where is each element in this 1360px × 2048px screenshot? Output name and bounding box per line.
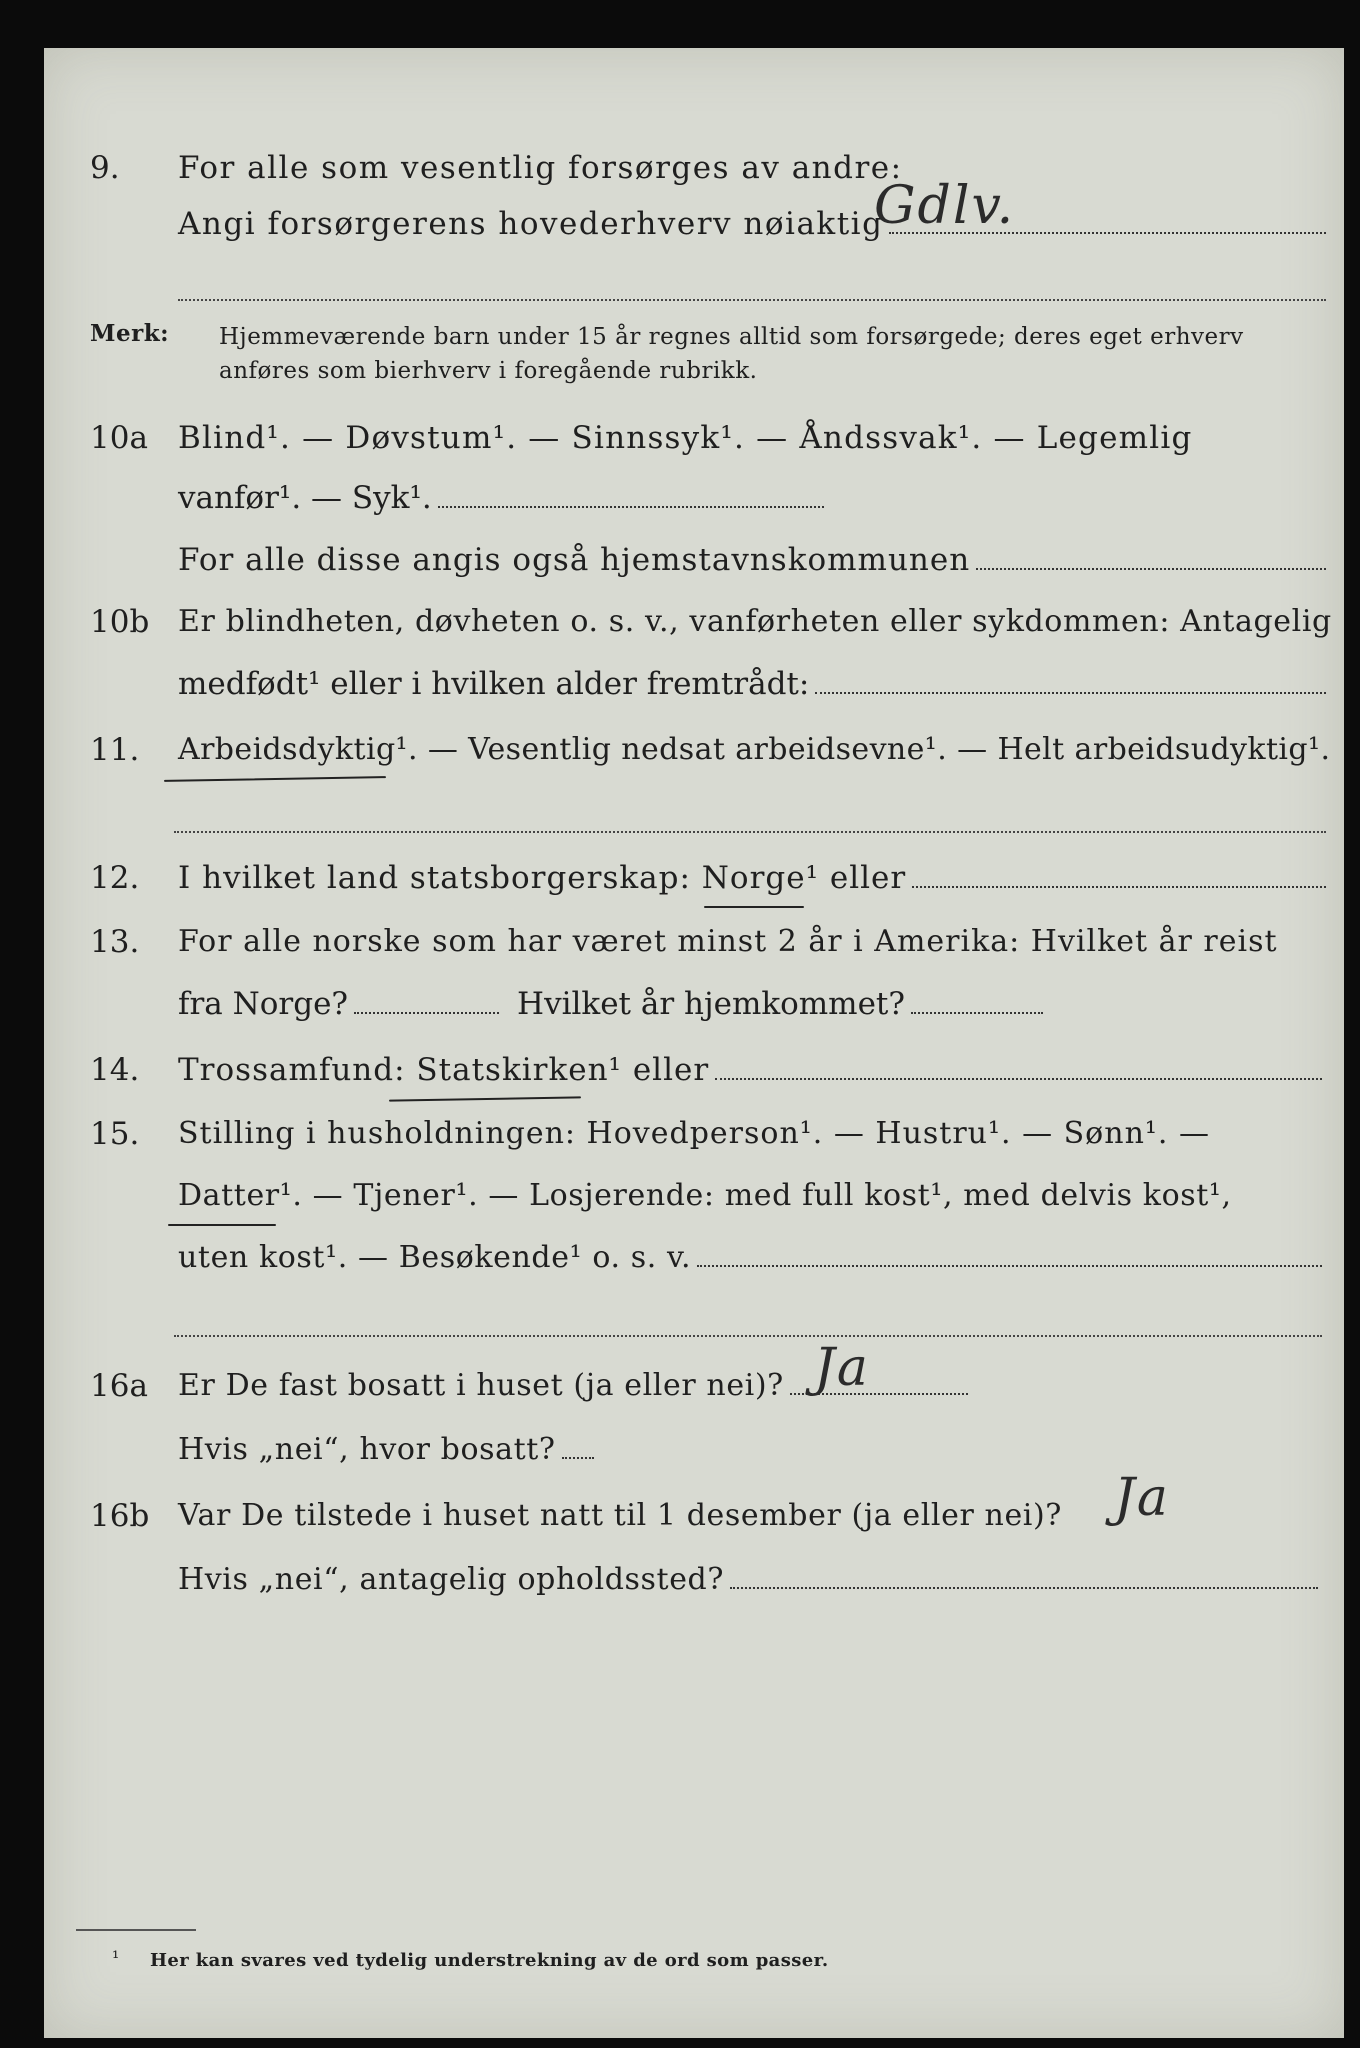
q13-number: 13. bbox=[90, 924, 140, 960]
footnote-text: Her kan svares ved tydelig understrekning av de ord som passer. bbox=[150, 1950, 829, 1971]
q10a-hjemstavn-line bbox=[976, 567, 1326, 570]
q9-handwritten-answer[interactable]: Gdlv. bbox=[874, 176, 1016, 236]
q10a-number: 10a bbox=[90, 420, 148, 456]
q16b-line2-row bbox=[178, 1562, 1318, 1597]
q16b-line1: Var De tilstede i huset natt til 1 desember (ja eller nei)? bbox=[178, 1498, 1062, 1533]
q9-line1: For alle som vesentlig forsørges av andre: bbox=[178, 150, 903, 186]
q10a-line3-row bbox=[178, 542, 1326, 578]
q16b-opholdssted-line bbox=[730, 1586, 1318, 1589]
q15-line2: Datter¹. — Tjener¹. — Losjerende: med full kost¹, med delvis kost¹, bbox=[178, 1178, 1232, 1213]
q15-answer-line bbox=[697, 1264, 1322, 1267]
q9-extra-line bbox=[178, 298, 1326, 301]
q10a-line3: For alle disse angis også hjemstavnskommunen bbox=[178, 542, 971, 578]
merk-line2: anføres som bierhverv i foregående rubrikk. bbox=[219, 358, 758, 384]
q13-reist-line bbox=[354, 1011, 499, 1014]
q10a-line1: Blind¹. — Døvstum¹. — Sinnssyk¹. — Åndssvak¹. — Legemlig bbox=[178, 420, 1193, 456]
q14-answer-line bbox=[715, 1077, 1322, 1080]
q16a-line2-row bbox=[178, 1432, 594, 1467]
q16a-line2: Hvis „nei“, hvor bosatt? bbox=[178, 1432, 556, 1467]
q12-number: 12. bbox=[90, 860, 140, 896]
census-form-page bbox=[44, 48, 1344, 2038]
q11-underline-arbeidsdyktig bbox=[164, 776, 386, 782]
q12-line1: I hvilket land statsborgerskap: Norge¹ eller bbox=[178, 860, 907, 896]
q10b-line1: Er blindheten, døvheten o. s. v., vanførheten eller sykdommen: Antagelig bbox=[178, 604, 1332, 639]
q13-hjemkommet-line bbox=[911, 1011, 1043, 1014]
q15-underline-datter bbox=[168, 1224, 276, 1226]
q10b-line2-row bbox=[178, 666, 1326, 702]
q9-line2: Angi forsørgerens hovederhverv nøiaktig bbox=[178, 206, 884, 242]
q16a-bosatt-line bbox=[562, 1456, 594, 1459]
q11-number: 11. bbox=[90, 732, 140, 768]
q16a-handwritten-answer[interactable]: Ja bbox=[814, 1338, 870, 1398]
q13-line1: For alle norske som har været minst 2 år i Amerika: Hvilket år reist bbox=[178, 924, 1278, 959]
q15-number: 15. bbox=[90, 1116, 140, 1152]
q16b-line2: Hvis „nei“, antagelig opholdssted? bbox=[178, 1562, 725, 1597]
q10a-line2-row bbox=[178, 480, 824, 516]
footnote-rule bbox=[76, 1928, 196, 1931]
q14-underline-statskirken bbox=[389, 1096, 581, 1101]
merk-line1: Hjemmeværende barn under 15 år regnes alltid som forsørgede; deres eget erhverv bbox=[219, 324, 1244, 350]
q12-answer-line bbox=[912, 885, 1326, 888]
q15-line3-row bbox=[178, 1240, 1322, 1275]
q16a-number: 16a bbox=[90, 1368, 148, 1404]
q15-line1: Stilling i husholdningen: Hovedperson¹. — Hustru¹. — Sønn¹. — bbox=[178, 1116, 1210, 1151]
q13-line2-row bbox=[178, 986, 1043, 1022]
q13-line2b: Hvilket år hjemkommet? bbox=[517, 986, 906, 1022]
q14-line1-row bbox=[178, 1052, 1322, 1088]
footnote-mark: ¹ bbox=[112, 1948, 120, 1969]
q16a-line1: Er De fast bosatt i huset (ja eller nei)? bbox=[178, 1368, 784, 1403]
q16b-handwritten-answer[interactable]: Ja bbox=[1114, 1468, 1170, 1528]
q11-line1: Arbeidsdyktig¹. — Vesentlig nedsat arbeidsevne¹. — Helt arbeidsudyktig¹. bbox=[178, 732, 1331, 767]
q11-extra-line bbox=[174, 830, 1326, 833]
merk-label: Merk: bbox=[90, 320, 170, 347]
q13-line2a: fra Norge? bbox=[178, 986, 349, 1022]
q15-line3: uten kost¹. — Besøkende¹ o. s. v. bbox=[178, 1240, 692, 1275]
q10a-line2: vanfør¹. — Syk¹. bbox=[178, 480, 432, 516]
q12-underline-norge bbox=[704, 906, 804, 908]
q12-line1-row bbox=[178, 860, 1326, 896]
q10b-answer-line bbox=[815, 691, 1326, 694]
q14-number: 14. bbox=[90, 1052, 140, 1088]
q14-line1: Trossamfund: Statskirken¹ eller bbox=[178, 1052, 710, 1088]
q9-number: 9. bbox=[90, 150, 120, 186]
q10b-number: 10b bbox=[90, 604, 150, 640]
q9-line2-row bbox=[178, 206, 1326, 242]
q10a-syk-line bbox=[438, 505, 824, 508]
q15-extra-line bbox=[174, 1334, 1322, 1337]
q16b-number: 16b bbox=[90, 1498, 150, 1534]
q10b-line2: medfødt¹ eller i hvilken alder fremtrådt: bbox=[178, 666, 810, 702]
